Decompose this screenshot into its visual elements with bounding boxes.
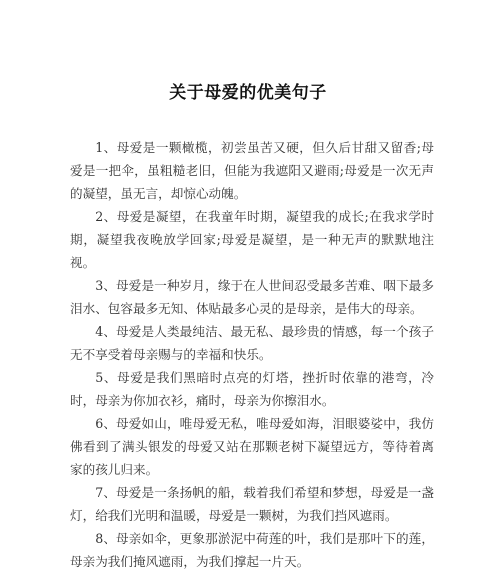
paragraph: 7、母爱是一条扬帆的船，载着我们希望和梦想，母爱是一盏灯，给我们光明和温暖，母爱是一颗树，为我们挡风遮雨。 (70, 485, 434, 523)
paragraph: 8、母亲如伞，更象那淤泥中荷莲的叶，我们是那叶下的莲，母亲为我们掩风遮雨，为我们撑起一片天。 (70, 531, 434, 569)
paragraph: 2、母爱是凝望，在我童年时期，凝望我的成长;在我求学时期，凝望我夜晚放学回家;母爱是凝望，是一种无声的默默地注视。 (70, 209, 434, 270)
paragraph: 3、母爱是一种岁月，缘于在人世间忍受最多苦难、咽下最多泪水、包容最多无知、体贴最多心灵的是母亲，是伟大的母亲。 (70, 278, 434, 316)
paragraph: 1、母爱是一颗橄榄，初尝虽苦又硬，但久后甘甜又留香;母爱是一把伞，虽粗糙老旧，但能为我遮阳又避雨;母爱是一次无声的凝望，虽无言，却惊心动魄。 (70, 140, 434, 201)
document-body (70, 136, 434, 573)
paragraph: 4、母爱是人类最纯洁、最无私、最珍贵的情感，每一个孩子无不享受着母亲赐与的幸福和快乐。 (70, 324, 434, 362)
paragraph: 5、母爱是我们黑暗时点亮的灯塔，挫折时依靠的港弯，冷时，母亲为你加衣衫，痛时，母亲为你擦泪水。 (70, 370, 434, 408)
paragraph: 6、母爱如山，唯母爱无私，唯母爱如海，泪眼婆娑中，我仿佛看到了满头银发的母爱又站在那颗老树下凝望远方，等待着离家的孩儿归来。 (70, 416, 434, 477)
document-title: 关于母爱的优美句子 (169, 83, 327, 103)
